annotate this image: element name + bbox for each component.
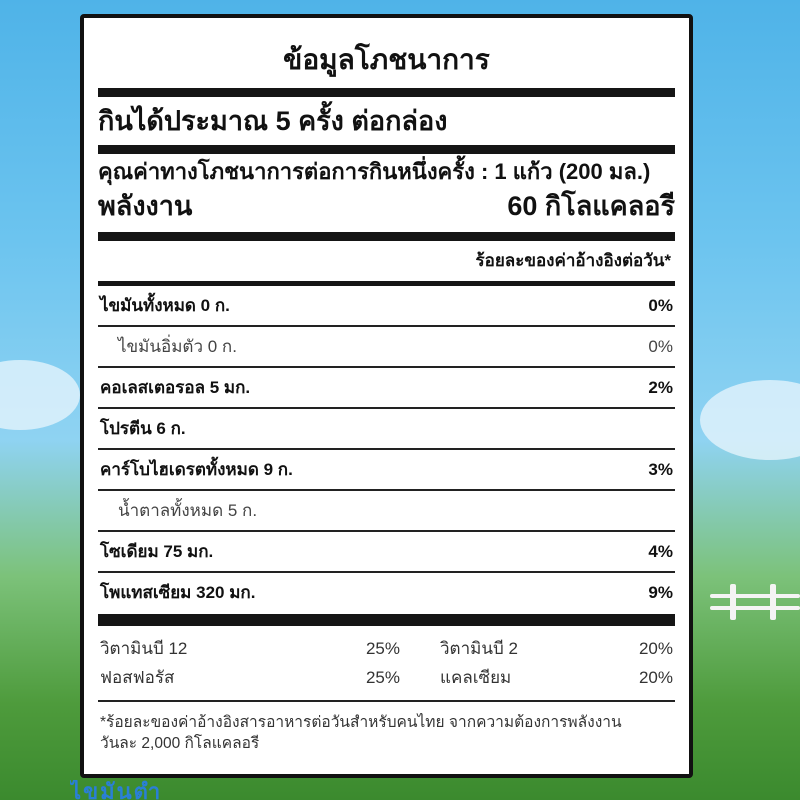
vitamin-percent: 25% <box>365 668 400 687</box>
divider-thick <box>98 232 675 241</box>
nutrient-name: โซเดียม 75 มก. <box>100 542 214 561</box>
energy-label: พลังงาน <box>98 191 193 221</box>
energy-value: 60 กิโลแคลอรี <box>507 191 675 221</box>
cloud-shape <box>0 360 80 430</box>
nutrient-row-carbohydrate <box>98 450 675 489</box>
divider-thick <box>98 145 675 154</box>
vitamin-name: วิตามินบี 12 <box>100 639 188 658</box>
nutrient-name: โปรตีน 6 ก. <box>100 419 186 438</box>
vitamin-row <box>98 634 675 663</box>
nutrient-name: ไขมันทั้งหมด 0 ก. <box>100 296 230 315</box>
vitamin-percent: 20% <box>638 639 673 658</box>
vitamin-name: วิตามินบี 2 <box>440 639 518 658</box>
energy-row <box>98 186 675 226</box>
nutrient-percent: 4% <box>648 541 673 561</box>
serving-size: คุณค่าทางโภชนาการต่อการกินหนึ่งครั้ง : 1 แก้ว (200 มล.) <box>98 159 651 184</box>
divider-thick <box>98 88 675 97</box>
vitamin-row <box>98 663 675 692</box>
footnote-line: *ร้อยละของค่าอ้างอิงสารอาหารต่อวันสำหรับคนไทย จากความต้องการพลังงาน <box>100 714 622 731</box>
percent-dv-header: ร้อยละของค่าอ้างอิงต่อวัน* <box>475 251 671 270</box>
divider-thin <box>98 700 675 702</box>
nutrition-facts-panel <box>80 14 693 778</box>
nutrient-row-saturated-fat <box>98 327 675 366</box>
nutrient-percent: 3% <box>648 459 673 479</box>
cloud-shape <box>700 380 800 460</box>
nutrient-row-protein <box>98 409 675 448</box>
divider-thick <box>98 614 675 626</box>
nutrient-percent: 9% <box>648 582 673 602</box>
nutrient-percent: 0% <box>648 295 673 315</box>
nutrient-row-sodium <box>98 532 675 571</box>
vitamin-percent: 20% <box>638 668 673 687</box>
vitamin-name: ฟอสฟอรัส <box>100 668 175 687</box>
nutrient-row-total-fat <box>98 286 675 325</box>
nutrient-name: คาร์โบไฮเดรตทั้งหมด 9 ก. <box>100 460 293 479</box>
servings-per-container: กินได้ประมาณ 5 ครั้ง ต่อกล่อง <box>98 106 448 136</box>
vitamin-percent: 25% <box>365 639 400 658</box>
footnote <box>98 712 675 754</box>
vitamin-name: แคลเซียม <box>440 668 512 687</box>
nutrient-row-sugar <box>98 491 675 530</box>
nutrient-name: น้ำตาลทั้งหมด 5 ก. <box>118 501 258 520</box>
nutrient-percent: 2% <box>648 377 673 397</box>
nutrient-name: ไขมันอิ่มตัว 0 ก. <box>118 337 237 356</box>
fence-graphic <box>710 590 800 620</box>
nutrient-row-potassium <box>98 573 675 612</box>
package-bottom-text: ไขมันต่ำ <box>70 780 163 800</box>
footnote-line: วันละ 2,000 กิโลแคลอรี <box>100 735 260 752</box>
nutrient-row-cholesterol <box>98 368 675 407</box>
nutrient-percent: 0% <box>648 336 673 356</box>
label-title: ข้อมูลโภชนาการ <box>283 44 490 75</box>
nutrient-name: คอเลสเตอรอล 5 มก. <box>100 378 251 397</box>
nutrient-name: โพแทสเซียม 320 มก. <box>100 583 256 602</box>
